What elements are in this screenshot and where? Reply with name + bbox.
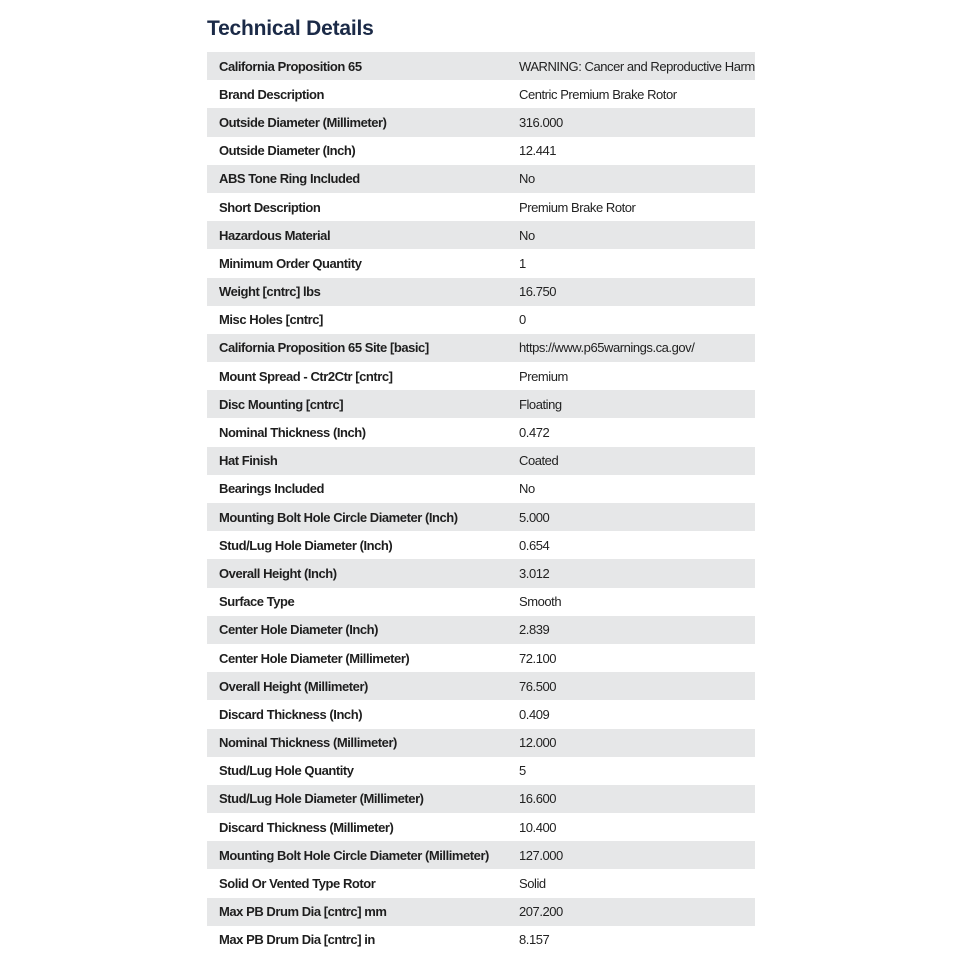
row-label: Outside Diameter (Inch) — [207, 137, 507, 165]
row-label: Bearings Included — [207, 475, 507, 503]
row-value: WARNING: Cancer and Reproductive Harm — [507, 52, 755, 80]
row-value: 127.000 — [507, 841, 755, 869]
table-row — [207, 137, 755, 165]
row-value: 316.000 — [507, 108, 755, 136]
table-row — [207, 898, 755, 926]
table-row — [207, 531, 755, 559]
row-value: 8.157 — [507, 926, 755, 954]
row-label: Mounting Bolt Hole Circle Diameter (Inch) — [207, 503, 507, 531]
row-value: No — [507, 221, 755, 249]
row-value: Smooth — [507, 588, 755, 616]
row-value: Centric Premium Brake Rotor — [507, 80, 755, 108]
row-value: 207.200 — [507, 898, 755, 926]
row-value: 76.500 — [507, 672, 755, 700]
row-value: 10.400 — [507, 813, 755, 841]
row-label: Mounting Bolt Hole Circle Diameter (Millimeter) — [207, 841, 507, 869]
table-row — [207, 418, 755, 446]
row-value: 0.654 — [507, 531, 755, 559]
row-label: Center Hole Diameter (Inch) — [207, 616, 507, 644]
table-row — [207, 503, 755, 531]
section-title: Technical Details — [207, 17, 374, 40]
table-row — [207, 841, 755, 869]
row-label: Surface Type — [207, 588, 507, 616]
row-value: 16.750 — [507, 278, 755, 306]
table-row — [207, 926, 755, 954]
technical-details-section — [207, 14, 755, 954]
row-value: 12.441 — [507, 137, 755, 165]
table-row — [207, 475, 755, 503]
row-label: Max PB Drum Dia [cntrc] in — [207, 926, 507, 954]
row-label: Stud/Lug Hole Quantity — [207, 757, 507, 785]
row-value: 0.472 — [507, 418, 755, 446]
table-row — [207, 80, 755, 108]
table-row — [207, 559, 755, 587]
row-value: 0 — [507, 306, 755, 334]
technical-details-table-body — [207, 52, 755, 954]
row-label: Max PB Drum Dia [cntrc] mm — [207, 898, 507, 926]
row-label: Discard Thickness (Inch) — [207, 700, 507, 728]
table-row — [207, 165, 755, 193]
row-label: Minimum Order Quantity — [207, 249, 507, 277]
row-label: Center Hole Diameter (Millimeter) — [207, 644, 507, 672]
row-label: Outside Diameter (Millimeter) — [207, 108, 507, 136]
table-row — [207, 588, 755, 616]
table-row — [207, 785, 755, 813]
row-value: 12.000 — [507, 729, 755, 757]
row-value: 1 — [507, 249, 755, 277]
table-row — [207, 362, 755, 390]
table-row — [207, 278, 755, 306]
row-value: 5 — [507, 757, 755, 785]
row-label: Brand Description — [207, 80, 507, 108]
table-row — [207, 729, 755, 757]
table-row — [207, 616, 755, 644]
table-row — [207, 672, 755, 700]
table-row — [207, 390, 755, 418]
row-label: Mount Spread - Ctr2Ctr [cntrc] — [207, 362, 507, 390]
row-value: https://www.p65warnings.ca.gov/ — [507, 334, 755, 362]
table-row — [207, 757, 755, 785]
row-value: Premium Brake Rotor — [507, 193, 755, 221]
row-label: Overall Height (Millimeter) — [207, 672, 507, 700]
table-row — [207, 108, 755, 136]
row-label: ABS Tone Ring Included — [207, 165, 507, 193]
row-label: Disc Mounting [cntrc] — [207, 390, 507, 418]
row-value: Premium — [507, 362, 755, 390]
table-row — [207, 249, 755, 277]
row-label: Weight [cntrc] lbs — [207, 278, 507, 306]
table-row — [207, 334, 755, 362]
row-value: Solid — [507, 869, 755, 897]
table-row — [207, 193, 755, 221]
row-label: California Proposition 65 Site [basic] — [207, 334, 507, 362]
row-value: 16.600 — [507, 785, 755, 813]
row-value: No — [507, 165, 755, 193]
table-row — [207, 52, 755, 80]
table-row — [207, 221, 755, 249]
table-row — [207, 306, 755, 334]
row-label: Misc Holes [cntrc] — [207, 306, 507, 334]
row-value: 0.409 — [507, 700, 755, 728]
table-row — [207, 447, 755, 475]
row-label: Nominal Thickness (Millimeter) — [207, 729, 507, 757]
row-label: Overall Height (Inch) — [207, 559, 507, 587]
table-row — [207, 644, 755, 672]
row-value: 2.839 — [507, 616, 755, 644]
row-value: 72.100 — [507, 644, 755, 672]
row-value: No — [507, 475, 755, 503]
row-label: Stud/Lug Hole Diameter (Millimeter) — [207, 785, 507, 813]
technical-details-table — [207, 52, 755, 954]
row-label: Hazardous Material — [207, 221, 507, 249]
row-label: Solid Or Vented Type Rotor — [207, 869, 507, 897]
table-row — [207, 700, 755, 728]
row-label: Discard Thickness (Millimeter) — [207, 813, 507, 841]
row-label: California Proposition 65 — [207, 52, 507, 80]
table-row — [207, 869, 755, 897]
row-label: Stud/Lug Hole Diameter (Inch) — [207, 531, 507, 559]
row-value: 3.012 — [507, 559, 755, 587]
table-row — [207, 813, 755, 841]
row-value: Coated — [507, 447, 755, 475]
row-label: Short Description — [207, 193, 507, 221]
row-value: Floating — [507, 390, 755, 418]
row-label: Hat Finish — [207, 447, 507, 475]
row-value: 5.000 — [507, 503, 755, 531]
row-label: Nominal Thickness (Inch) — [207, 418, 507, 446]
